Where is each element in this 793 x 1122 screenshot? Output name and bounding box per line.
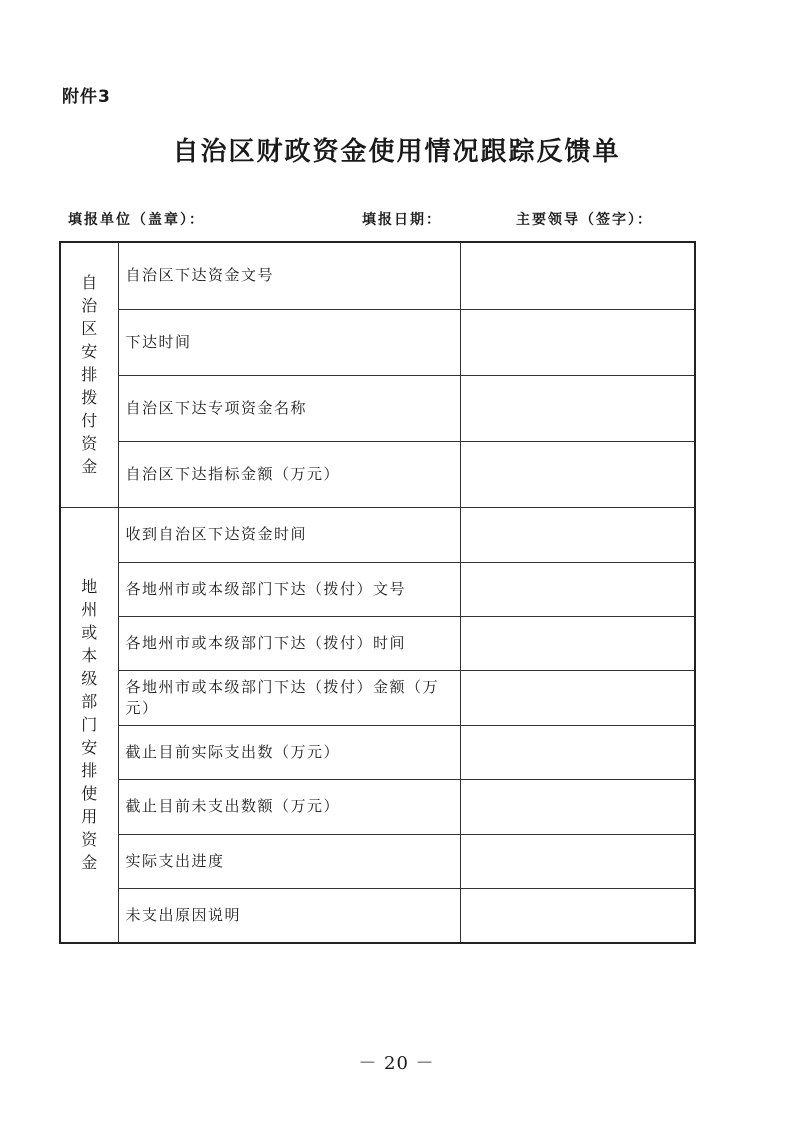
filing-unit-label: 填报单位（盖章）： [68, 212, 205, 228]
row-label: 各地州市或本级部门下达（拨付）文号 [118, 562, 460, 616]
row-label: 收到自治区下达资金时间 [118, 507, 460, 562]
group-label: 自治区安排拨付资金 [81, 273, 98, 477]
table-row [60, 441, 695, 507]
row-value-cell[interactable] [460, 507, 695, 562]
row-value-cell[interactable] [460, 616, 695, 670]
group-cell-local-usage [60, 507, 118, 943]
row-value-cell[interactable] [460, 242, 695, 309]
row-label: 自治区下达指标金额（万元） [118, 441, 460, 507]
row-value-cell[interactable] [460, 725, 695, 779]
table-row [60, 507, 695, 562]
attachment-label: 附件3 [62, 87, 111, 107]
group-label: 地州或本级部门安排使用资金 [81, 577, 98, 873]
table-row [60, 888, 695, 943]
row-label: 自治区下达专项资金名称 [118, 375, 460, 441]
leader-signature-label: 主要领导（签字）： [516, 212, 653, 228]
row-label: 未支出原因说明 [118, 888, 460, 943]
row-label: 实际支出进度 [118, 834, 460, 888]
row-label: 各地州市或本级部门下达（拨付）时间 [118, 616, 460, 670]
form-title: 自治区财政资金使用情况跟踪反馈单 [172, 137, 621, 167]
table-row [60, 242, 695, 309]
table-row [60, 616, 695, 670]
table-row [60, 670, 695, 725]
table-row [60, 725, 695, 779]
row-value-cell[interactable] [460, 888, 695, 943]
row-value-cell[interactable] [460, 441, 695, 507]
table-row [60, 779, 695, 834]
row-label: 下达时间 [118, 309, 460, 375]
row-value-cell[interactable] [460, 375, 695, 441]
row-value-cell[interactable] [460, 834, 695, 888]
filing-date-label: 填报日期： [362, 212, 442, 228]
row-label: 截止目前实际支出数（万元） [118, 725, 460, 779]
table-row [60, 834, 695, 888]
page-number: － 20 － [358, 1053, 435, 1074]
feedback-form-table [59, 241, 696, 944]
row-label: 截止目前未支出数额（万元） [118, 779, 460, 834]
row-value-cell[interactable] [460, 562, 695, 616]
row-value-cell[interactable] [460, 670, 695, 725]
table-row [60, 375, 695, 441]
group-cell-region-allocation [60, 242, 118, 507]
row-label: 各地州市或本级部门下达（拨付）金额（万元） [118, 670, 460, 725]
table-row [60, 309, 695, 375]
table-row [60, 562, 695, 616]
row-label: 自治区下达资金文号 [118, 242, 460, 309]
row-value-cell[interactable] [460, 779, 695, 834]
row-value-cell[interactable] [460, 309, 695, 375]
